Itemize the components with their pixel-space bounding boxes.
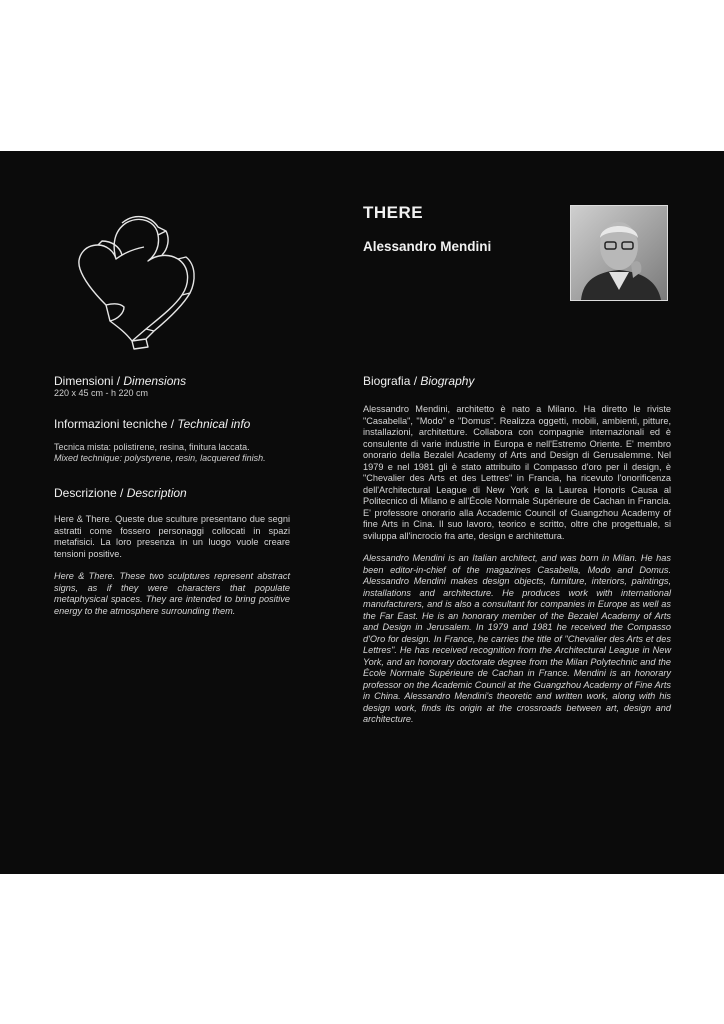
- artist-name: Alessandro Mendini: [363, 239, 492, 254]
- description-heading-en: Description: [126, 486, 187, 500]
- technical-heading-it: Informazioni tecniche /: [54, 417, 175, 431]
- catalog-panel: [0, 151, 724, 874]
- biography-heading: [363, 374, 671, 388]
- biography-text-it: Alessandro Mendini, architetto è nato a Milano. Ha diretto le riviste "Casabella", "Modo" e "Domus". Realizza oggetti, mobili, ambienti, pitture, installazioni, architetture. Collabora con compagnie internazionali ed è consulente di varie industrie in Europa e nell'Estremo Oriente. E' membro onorario della Bezalel Academy of Arts and Design di Gerusalemme. Nel 1979 e nel 1981 gli è stato attribuito il Compasso d'oro per il design, è "Chevalier des Arts et des Lettres" in Francia, ha ricevuto l'onorificenza dell'Architectural League di New York e la Laurea Honoris Causa al Politecnico di Milano e all'École Normale Supérieure de Cachan in Francia. E' professore onorario alla Accademic Council of Guangzhou Academy of fine Arts in Cina. Il suo lavoro, teorico e scritto, oltre che progettuale, si sviluppa all'incrocio fra arte, design e architettura.: [363, 404, 671, 541]
- dimensions-value: 220 x 45 cm - h 220 cm: [54, 388, 149, 398]
- portrait-photo-icon: [570, 205, 668, 301]
- technical-section: [54, 417, 290, 465]
- dimensions-heading-en: Dimensions: [123, 374, 187, 388]
- biography-text-en: Alessandro Mendini is an Italian architect, and was born in Milan. He has been editor-in-chief of the magazines Casabella, Modo and Domus. Alessandro Mendini makes design objects, furniture, interiors, paintings, installations and architecture. He produces work with international manufacturers, and is also a consultant for companies in Europe as well as the Far East. He is an honorary member of the Bezalel Academy of Arts and Design in Jerusalem. In 1979 and 1981 he received the Compasso d'Oro for design. In France, he carries the title of "Chevalier des Arts et des Lettres". He has received recognition from the Architectural League in New York, and an honorary doctorate degree from the Milan Polytechnic and the École Normale Supérieure de Cachan in France. Mendini is an honorary professor on the Academic Council at the Guangzhou Academy of Fine Arts in China. Alessandro Mendini's theoretic and written work, along with his design work, finds its origin at the crossroads between art, design and architecture.: [363, 553, 671, 724]
- biography-heading-en: Biography: [420, 374, 475, 388]
- biography-section: [363, 374, 671, 726]
- technical-heading-en: Technical info: [177, 417, 251, 431]
- technical-heading: [54, 417, 290, 431]
- description-heading-it: Descrizione /: [54, 486, 124, 500]
- sculpture-line-drawing-icon: [62, 209, 218, 365]
- description-text-it: Here & There. Queste due sculture presentano due segni astratti come fossero personaggi collocati in spazi metafisici. La loro presenza in un luogo vuole creare tensioni positive.: [54, 514, 290, 559]
- description-section: [54, 486, 290, 617]
- technical-text-en: Mixed technique: polystyrene, resin, lacquered finish.: [54, 453, 266, 464]
- dimensions-section: [54, 374, 290, 399]
- description-text-en: Here & There. These two sculptures represent abstract signs, as if they were characters that populate metaphysical spaces. They are intended to bring positive energy to the atmosphere surrounding them.: [54, 571, 290, 616]
- description-heading: [54, 486, 290, 500]
- technical-text-it: Tecnica mista: polistirene, resina, finitura laccata.: [54, 442, 250, 452]
- dimensions-heading: [54, 374, 290, 388]
- dimensions-heading-it: Dimensioni /: [54, 374, 121, 388]
- biography-heading-it: Biografia /: [363, 374, 418, 388]
- work-title: THERE: [363, 203, 424, 222]
